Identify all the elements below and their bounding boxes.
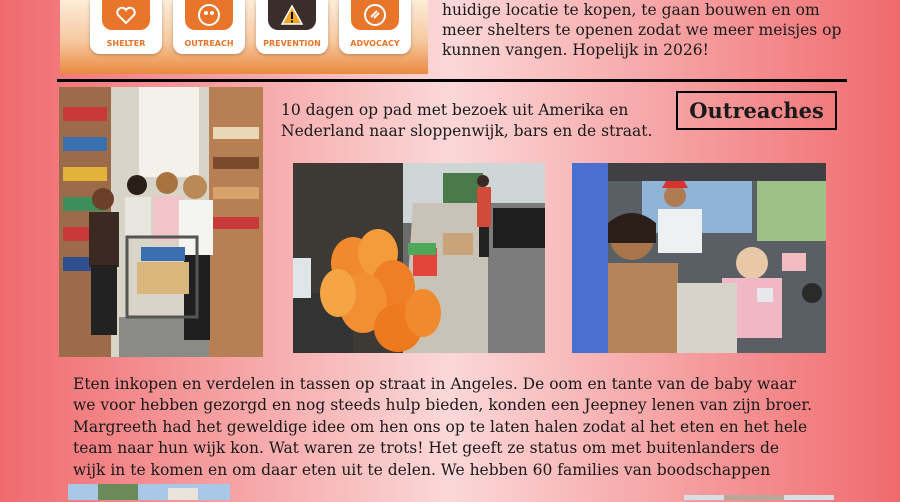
- tile-label: SHELTER: [106, 39, 146, 48]
- mission-banner: [60, 0, 428, 74]
- bottom-left-photo-partial: [68, 484, 230, 500]
- advocacy-megaphone-icon: [363, 3, 387, 27]
- story-paragraph: Eten inkopen en verdelen in tassen op straat in Angeles. De oom en tante van de baby waar we voor hebben gezorgd en nog steeds hulp bieden, konden een Jeepney lenen van zijn broer. Margreeth had het geweldige idee om hen ons op te laten halen zodat al het eten en het hele team naar hun wijk kon. Wat waren ze trots! Het geeft ze status om met buitenlanders de wijk in te komen en om daar eten uit te delen. We hebben 60 families van boodschappen: [73, 375, 813, 479]
- food-bags-photo: [293, 163, 545, 353]
- shelter-heart-hands-icon: [114, 3, 138, 27]
- tile-label: ADVOCACY: [350, 39, 400, 48]
- prevention-warning-hand-icon: [280, 3, 304, 27]
- tile-label: OUTREACH: [184, 39, 234, 48]
- outreach-caption: 10 dagen op pad met bezoek uit Amerika en Nederland naar sloppenwijk, bars en de straat.: [281, 101, 653, 140]
- advocacy-tile: [339, 0, 411, 54]
- intro-paragraph: huidige locatie te kopen, te gaan bouwen en om meer shelters te openen zodat we meer meisjes op kunnen vangen. Hopelijk in 2026!: [442, 1, 842, 59]
- jeepney-photo: [572, 163, 826, 353]
- outreaches-heading: Outreaches: [676, 91, 837, 130]
- bottom-right-photo-partial: [684, 490, 834, 500]
- shelter-tile: [90, 0, 162, 54]
- outreach-people-icon: [197, 3, 221, 27]
- prevention-tile: [256, 0, 328, 54]
- supermarket-photo: [59, 87, 263, 357]
- tile-label: PREVENTION: [263, 39, 321, 48]
- outreach-tile: [173, 0, 245, 54]
- section-divider: [57, 79, 847, 82]
